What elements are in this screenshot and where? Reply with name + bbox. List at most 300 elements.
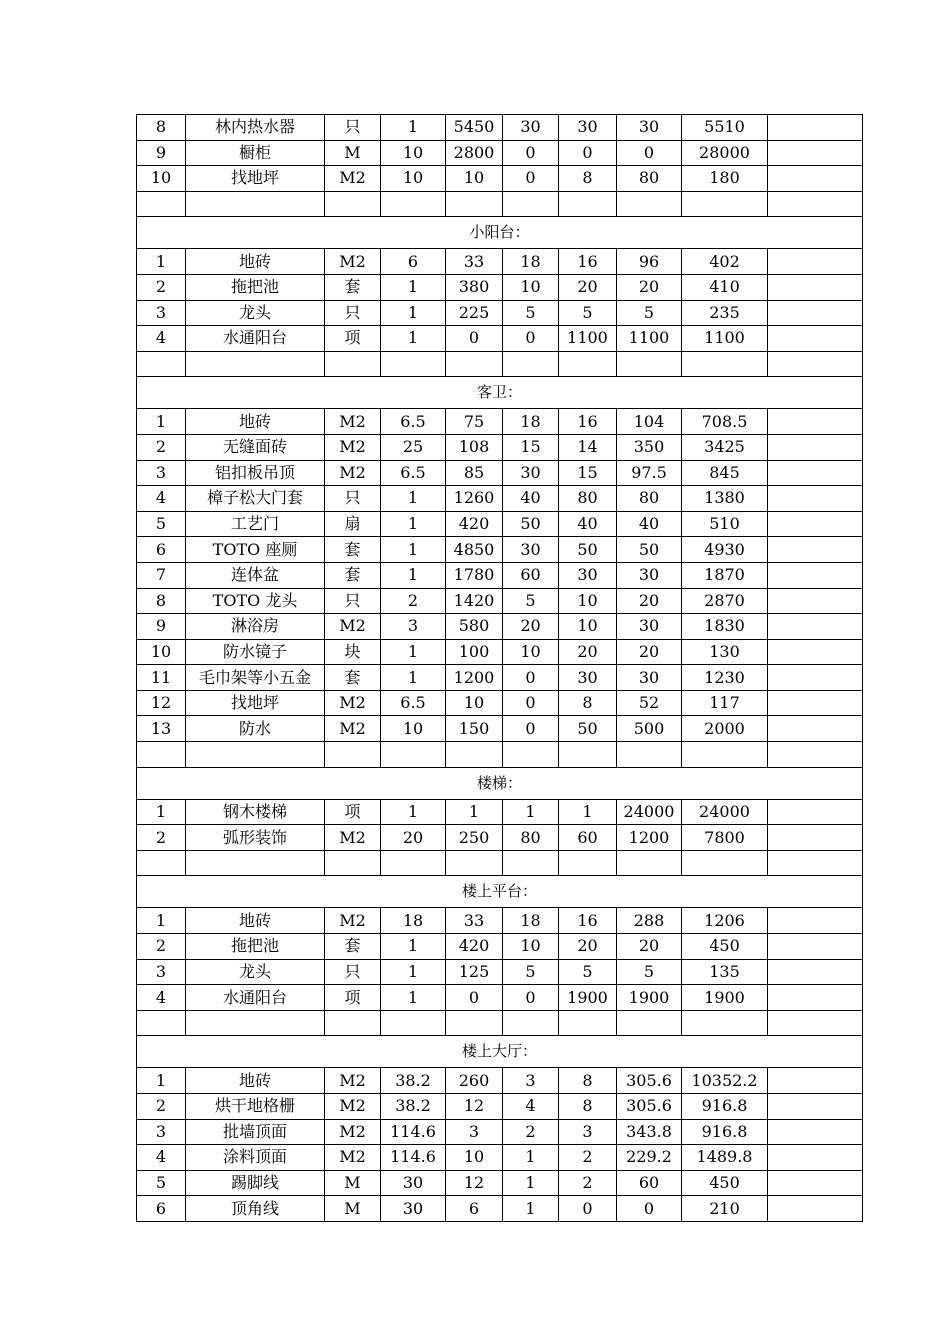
item-aux-price: 8 [559, 690, 617, 716]
item-subtotal-extra: 30 [617, 562, 682, 588]
item-remark [768, 1068, 863, 1094]
item-aux-price: 8 [559, 166, 617, 192]
item-quantity: 1 [381, 274, 446, 300]
item-labor-price: 2 [503, 1119, 559, 1145]
item-subtotal-extra: 500 [617, 716, 682, 742]
empty-cell [503, 850, 559, 876]
item-subtotal-extra: 80 [617, 486, 682, 512]
item-aux-price: 80 [559, 486, 617, 512]
section-title: 楼梯： [137, 767, 863, 799]
item-material-price: 580 [446, 614, 503, 640]
item-labor-price: 0 [503, 140, 559, 166]
item-aux-price: 0 [559, 140, 617, 166]
item-labor-price: 80 [503, 825, 559, 851]
item-number: 3 [137, 1119, 186, 1145]
item-labor-price: 30 [503, 115, 559, 141]
item-name: 涂料顶面 [186, 1145, 325, 1171]
item-remark [768, 326, 863, 352]
item-quantity: 1 [381, 934, 446, 960]
item-labor-price: 1 [503, 1145, 559, 1171]
item-name: 淋浴房 [186, 614, 325, 640]
item-name: 无缝面砖 [186, 434, 325, 460]
item-unit: M2 [325, 1068, 381, 1094]
item-remark [768, 249, 863, 275]
item-number: 6 [137, 537, 186, 563]
item-material-price: 420 [446, 511, 503, 537]
item-aux-price: 30 [559, 115, 617, 141]
blank-row [137, 1010, 863, 1036]
section-title: 小阳台： [137, 217, 863, 249]
item-labor-price: 0 [503, 716, 559, 742]
item-unit: M2 [325, 825, 381, 851]
item-subtotal-extra: 0 [617, 1196, 682, 1222]
item-material-price: 4850 [446, 537, 503, 563]
empty-cell [617, 191, 682, 217]
item-material-price: 0 [446, 326, 503, 352]
item-quantity: 1 [381, 665, 446, 691]
item-remark [768, 665, 863, 691]
item-number: 4 [137, 326, 186, 352]
item-subtotal-extra: 30 [617, 665, 682, 691]
table-row [137, 274, 863, 300]
empty-cell [446, 191, 503, 217]
item-number: 1 [137, 409, 186, 435]
empty-cell [325, 742, 381, 768]
item-subtotal-extra: 96 [617, 249, 682, 275]
item-quantity: 30 [381, 1170, 446, 1196]
empty-cell [381, 850, 446, 876]
item-name: 找地坪 [186, 166, 325, 192]
item-number: 4 [137, 486, 186, 512]
item-name: 橱柜 [186, 140, 325, 166]
item-subtotal-extra: 288 [617, 908, 682, 934]
empty-cell [617, 1010, 682, 1036]
item-remark [768, 1119, 863, 1145]
item-total: 210 [682, 1196, 768, 1222]
item-remark [768, 1094, 863, 1120]
item-number: 1 [137, 908, 186, 934]
item-remark [768, 934, 863, 960]
item-aux-price: 1100 [559, 326, 617, 352]
item-unit: M2 [325, 434, 381, 460]
section-header-row [137, 767, 863, 799]
item-remark [768, 562, 863, 588]
item-labor-price: 18 [503, 409, 559, 435]
empty-cell [559, 351, 617, 377]
empty-cell [682, 1010, 768, 1036]
item-remark [768, 959, 863, 985]
section-header-row [137, 217, 863, 249]
item-aux-price: 30 [559, 665, 617, 691]
item-unit: M2 [325, 409, 381, 435]
item-remark [768, 166, 863, 192]
item-aux-price: 0 [559, 1196, 617, 1222]
item-total: 1900 [682, 985, 768, 1011]
item-aux-price: 16 [559, 409, 617, 435]
item-quantity: 10 [381, 166, 446, 192]
section-title: 楼上平台： [137, 876, 863, 908]
item-total: 708.5 [682, 409, 768, 435]
item-quantity: 6.5 [381, 690, 446, 716]
item-unit: 块 [325, 639, 381, 665]
table-row [137, 1196, 863, 1222]
table-row [137, 166, 863, 192]
item-aux-price: 30 [559, 562, 617, 588]
item-name: 连体盆 [186, 562, 325, 588]
item-material-price: 1420 [446, 588, 503, 614]
empty-cell [325, 850, 381, 876]
item-name: 踢脚线 [186, 1170, 325, 1196]
item-subtotal-extra: 97.5 [617, 460, 682, 486]
item-number: 11 [137, 665, 186, 691]
item-total: 5510 [682, 115, 768, 141]
table-row [137, 1119, 863, 1145]
item-aux-price: 50 [559, 537, 617, 563]
item-total: 450 [682, 1170, 768, 1196]
item-aux-price: 1 [559, 799, 617, 825]
blank-row [137, 850, 863, 876]
item-quantity: 20 [381, 825, 446, 851]
item-total: 402 [682, 249, 768, 275]
empty-cell [186, 850, 325, 876]
empty-cell [381, 1010, 446, 1036]
item-name: 找地坪 [186, 690, 325, 716]
item-aux-price: 10 [559, 614, 617, 640]
item-name: 地砖 [186, 908, 325, 934]
empty-cell [503, 742, 559, 768]
item-aux-price: 2 [559, 1145, 617, 1171]
section-header-row [137, 876, 863, 908]
empty-cell [503, 351, 559, 377]
item-total: 7800 [682, 825, 768, 851]
item-quantity: 1 [381, 562, 446, 588]
empty-cell [617, 742, 682, 768]
item-remark [768, 537, 863, 563]
blank-row [137, 191, 863, 217]
item-number: 2 [137, 1094, 186, 1120]
item-quantity: 114.6 [381, 1119, 446, 1145]
table-row [137, 486, 863, 512]
item-number: 4 [137, 985, 186, 1011]
table-row [137, 537, 863, 563]
empty-cell [137, 1010, 186, 1036]
empty-cell [446, 850, 503, 876]
item-subtotal-extra: 40 [617, 511, 682, 537]
item-subtotal-extra: 305.6 [617, 1068, 682, 1094]
item-labor-price: 5 [503, 959, 559, 985]
item-unit: 只 [325, 115, 381, 141]
item-total: 1870 [682, 562, 768, 588]
item-subtotal-extra: 104 [617, 409, 682, 435]
item-material-price: 100 [446, 639, 503, 665]
empty-cell [446, 1010, 503, 1036]
table-row [137, 665, 863, 691]
item-unit: 套 [325, 665, 381, 691]
empty-cell [137, 742, 186, 768]
empty-cell [325, 1010, 381, 1036]
item-aux-price: 20 [559, 639, 617, 665]
item-remark [768, 716, 863, 742]
item-material-price: 10 [446, 690, 503, 716]
empty-cell [137, 850, 186, 876]
item-total: 28000 [682, 140, 768, 166]
item-total: 4930 [682, 537, 768, 563]
item-labor-price: 1 [503, 799, 559, 825]
item-remark [768, 985, 863, 1011]
item-subtotal-extra: 343.8 [617, 1119, 682, 1145]
section-title: 楼上大厅： [137, 1036, 863, 1068]
item-aux-price: 2 [559, 1170, 617, 1196]
item-material-price: 2800 [446, 140, 503, 166]
item-labor-price: 0 [503, 665, 559, 691]
quote-table-body [137, 115, 863, 1222]
section-title: 客卫： [137, 377, 863, 409]
item-total: 1380 [682, 486, 768, 512]
item-name: 批墙顶面 [186, 1119, 325, 1145]
item-labor-price: 4 [503, 1094, 559, 1120]
item-name: 工艺门 [186, 511, 325, 537]
item-number: 2 [137, 274, 186, 300]
item-quantity: 38.2 [381, 1068, 446, 1094]
item-remark [768, 486, 863, 512]
item-material-price: 380 [446, 274, 503, 300]
item-remark [768, 434, 863, 460]
item-subtotal-extra: 20 [617, 274, 682, 300]
item-subtotal-extra: 30 [617, 115, 682, 141]
item-aux-price: 20 [559, 274, 617, 300]
item-aux-price: 3 [559, 1119, 617, 1145]
item-aux-price: 15 [559, 460, 617, 486]
item-aux-price: 14 [559, 434, 617, 460]
item-name: 烘干地格栅 [186, 1094, 325, 1120]
item-total: 10352.2 [682, 1068, 768, 1094]
empty-cell [682, 351, 768, 377]
item-subtotal-extra: 5 [617, 959, 682, 985]
table-row [137, 409, 863, 435]
item-aux-price: 1900 [559, 985, 617, 1011]
item-labor-price: 50 [503, 511, 559, 537]
item-unit: M2 [325, 1094, 381, 1120]
item-name: 水通阳台 [186, 985, 325, 1011]
table-row [137, 562, 863, 588]
item-number: 4 [137, 1145, 186, 1171]
item-labor-price: 5 [503, 588, 559, 614]
item-total: 916.8 [682, 1094, 768, 1120]
item-remark [768, 799, 863, 825]
item-quantity: 10 [381, 716, 446, 742]
item-quantity: 114.6 [381, 1145, 446, 1171]
item-material-price: 420 [446, 934, 503, 960]
item-material-price: 250 [446, 825, 503, 851]
item-total: 1206 [682, 908, 768, 934]
item-subtotal-extra: 20 [617, 639, 682, 665]
item-material-price: 6 [446, 1196, 503, 1222]
item-number: 10 [137, 166, 186, 192]
table-row [137, 934, 863, 960]
item-unit: M2 [325, 166, 381, 192]
item-remark [768, 1196, 863, 1222]
item-name: 地砖 [186, 409, 325, 435]
item-number: 1 [137, 799, 186, 825]
item-unit: 只 [325, 959, 381, 985]
item-quantity: 1 [381, 639, 446, 665]
item-subtotal-extra: 0 [617, 140, 682, 166]
item-aux-price: 5 [559, 959, 617, 985]
table-row [137, 249, 863, 275]
item-number: 2 [137, 434, 186, 460]
table-row [137, 825, 863, 851]
item-number: 5 [137, 511, 186, 537]
item-unit: M2 [325, 614, 381, 640]
item-name: 弧形装饰 [186, 825, 325, 851]
table-row [137, 115, 863, 141]
empty-cell [186, 1010, 325, 1036]
item-number: 7 [137, 562, 186, 588]
item-number: 13 [137, 716, 186, 742]
item-number: 5 [137, 1170, 186, 1196]
item-number: 2 [137, 934, 186, 960]
table-row [137, 1145, 863, 1171]
item-unit: M2 [325, 249, 381, 275]
item-number: 3 [137, 300, 186, 326]
item-total: 1489.8 [682, 1145, 768, 1171]
item-labor-price: 30 [503, 537, 559, 563]
item-unit: M2 [325, 1145, 381, 1171]
item-total: 235 [682, 300, 768, 326]
quote-sheet [136, 114, 862, 1222]
item-labor-price: 0 [503, 166, 559, 192]
empty-cell [559, 850, 617, 876]
item-subtotal-extra: 30 [617, 614, 682, 640]
table-row [137, 588, 863, 614]
item-quantity: 30 [381, 1196, 446, 1222]
item-quantity: 1 [381, 959, 446, 985]
item-labor-price: 3 [503, 1068, 559, 1094]
item-quantity: 1 [381, 326, 446, 352]
item-unit: 套 [325, 934, 381, 960]
item-name: TOTO 龙头 [186, 588, 325, 614]
item-labor-price: 40 [503, 486, 559, 512]
item-labor-price: 60 [503, 562, 559, 588]
item-total: 180 [682, 166, 768, 192]
item-quantity: 6 [381, 249, 446, 275]
item-name: 樟子松大门套 [186, 486, 325, 512]
item-aux-price: 16 [559, 908, 617, 934]
empty-cell [325, 351, 381, 377]
empty-cell [381, 191, 446, 217]
item-quantity: 1 [381, 115, 446, 141]
item-number: 3 [137, 460, 186, 486]
item-unit: 套 [325, 537, 381, 563]
item-total: 2000 [682, 716, 768, 742]
blank-row [137, 351, 863, 377]
empty-cell [503, 191, 559, 217]
item-labor-price: 10 [503, 934, 559, 960]
empty-cell [186, 191, 325, 217]
table-row [137, 959, 863, 985]
item-number: 9 [137, 140, 186, 166]
table-row [137, 1170, 863, 1196]
item-subtotal-extra: 52 [617, 690, 682, 716]
item-unit: 项 [325, 985, 381, 1011]
item-material-price: 75 [446, 409, 503, 435]
item-labor-price: 18 [503, 249, 559, 275]
empty-cell [381, 351, 446, 377]
table-row [137, 300, 863, 326]
item-number: 1 [137, 249, 186, 275]
empty-cell [559, 742, 617, 768]
item-labor-price: 1 [503, 1196, 559, 1222]
item-total: 24000 [682, 799, 768, 825]
item-name: 防水镜子 [186, 639, 325, 665]
item-name: 水通阳台 [186, 326, 325, 352]
item-labor-price: 10 [503, 639, 559, 665]
empty-cell [137, 191, 186, 217]
item-subtotal-extra: 5 [617, 300, 682, 326]
item-quantity: 3 [381, 614, 446, 640]
quote-table [136, 114, 863, 1222]
empty-cell [617, 351, 682, 377]
item-material-price: 33 [446, 249, 503, 275]
item-number: 8 [137, 115, 186, 141]
item-material-price: 85 [446, 460, 503, 486]
item-material-price: 10 [446, 1145, 503, 1171]
item-aux-price: 16 [559, 249, 617, 275]
item-total: 1100 [682, 326, 768, 352]
item-material-price: 12 [446, 1170, 503, 1196]
item-remark [768, 115, 863, 141]
empty-cell [682, 191, 768, 217]
item-material-price: 3 [446, 1119, 503, 1145]
item-total: 450 [682, 934, 768, 960]
item-remark [768, 690, 863, 716]
item-unit: 套 [325, 274, 381, 300]
item-number: 9 [137, 614, 186, 640]
item-material-price: 1200 [446, 665, 503, 691]
item-name: TOTO 座厕 [186, 537, 325, 563]
item-remark [768, 460, 863, 486]
item-unit: M2 [325, 690, 381, 716]
item-material-price: 225 [446, 300, 503, 326]
empty-cell [682, 742, 768, 768]
item-quantity: 1 [381, 486, 446, 512]
item-aux-price: 50 [559, 716, 617, 742]
empty-cell [768, 850, 863, 876]
empty-cell [768, 1010, 863, 1036]
item-remark [768, 1170, 863, 1196]
item-aux-price: 40 [559, 511, 617, 537]
empty-cell [325, 191, 381, 217]
item-labor-price: 10 [503, 274, 559, 300]
item-unit: M [325, 140, 381, 166]
item-aux-price: 8 [559, 1094, 617, 1120]
item-labor-price: 30 [503, 460, 559, 486]
item-remark [768, 274, 863, 300]
item-unit: 只 [325, 300, 381, 326]
item-number: 1 [137, 1068, 186, 1094]
item-total: 410 [682, 274, 768, 300]
item-number: 10 [137, 639, 186, 665]
item-remark [768, 908, 863, 934]
item-quantity: 6.5 [381, 409, 446, 435]
item-quantity: 2 [381, 588, 446, 614]
item-name: 铝扣板吊顶 [186, 460, 325, 486]
item-name: 防水 [186, 716, 325, 742]
table-row [137, 326, 863, 352]
item-material-price: 10 [446, 166, 503, 192]
item-subtotal-extra: 1900 [617, 985, 682, 1011]
item-remark [768, 511, 863, 537]
